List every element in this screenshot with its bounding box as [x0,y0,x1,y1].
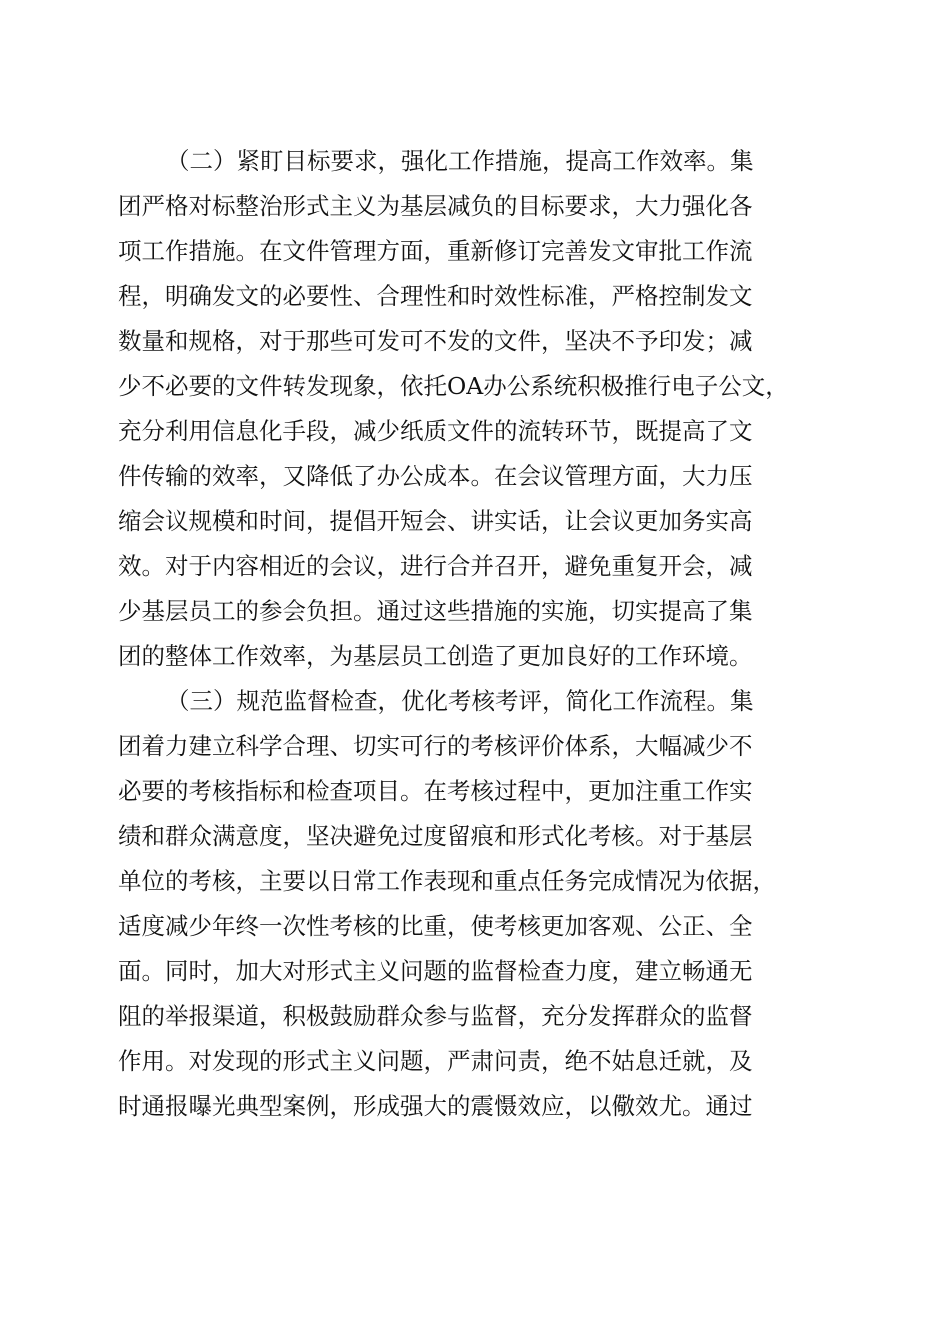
paragraph-heading-line: （三）规范监督检查，优化考核考评，简化工作流程。集 [166,687,754,715]
paragraph-line: 适度减少年终一次性考核的比重，使考核更加客观、公正、全 [118,912,753,940]
paragraph-line: 团的整体工作效率，为基层员工创造了更加良好的工作环境。 [118,642,753,670]
paragraph-heading-line: （二）紧盯目标要求，强化工作措施，提高工作效率。集 [166,147,754,175]
paragraph-line: 必要的考核指标和检查项目。在考核过程中，更加注重工作实 [118,777,753,805]
paragraph-line: 单位的考核，主要以日常工作表现和重点任务完成情况为依据， [118,867,776,895]
paragraph-line: 少不必要的文件转发现象，依托OA办公系统积极推行电子公文， [118,372,789,400]
paragraph-line: 效。对于内容相近的会议，进行合并召开，避免重复开会，减 [118,552,753,580]
paragraph-line: 充分利用信息化手段，减少纸质文件的流转环节，既提高了文 [118,417,753,445]
paragraph-line: 阻的举报渠道，积极鼓励群众参与监督，充分发挥群众的监督 [118,1002,753,1030]
paragraph-line: 程，明确发文的必要性、合理性和时效性标准，严格控制发文 [118,282,753,310]
paragraph-line: 少基层员工的参会负担。通过这些措施的实施，切实提高了集 [118,597,753,625]
paragraph-line: 团严格对标整治形式主义为基层减负的目标要求，大力强化各 [118,192,753,220]
paragraph-line: 作用。对发现的形式主义问题，严肃问责，绝不姑息迁就，及 [118,1047,753,1075]
paragraph-line: 时通报曝光典型案例，形成强大的震慑效应，以儆效尤。通过 [118,1092,753,1120]
paragraph-line: 数量和规格，对于那些可发可不发的文件，坚决不予印发；减 [118,327,753,355]
paragraph-line: 团着力建立科学合理、切实可行的考核评价体系，大幅减少不 [118,732,753,760]
paragraph-line: 绩和群众满意度，坚决避免过度留痕和形式化考核。对于基层 [118,822,753,850]
paragraph-line: 件传输的效率，又降低了办公成本。在会议管理方面，大力压 [118,462,753,490]
paragraph-line: 项工作措施。在文件管理方面，重新修订完善发文审批工作流 [118,237,753,265]
paragraph-line: 面。同时，加大对形式主义问题的监督检查力度，建立畅通无 [118,957,753,985]
paragraph-line: 缩会议规模和时间，提倡开短会、讲实话，让会议更加务实高 [118,507,753,535]
